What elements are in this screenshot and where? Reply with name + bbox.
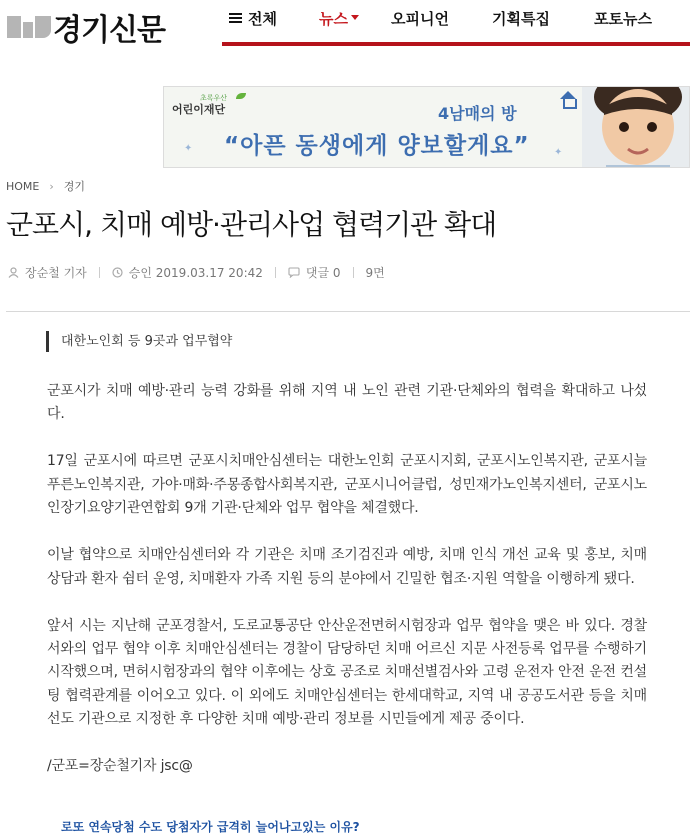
article-page: 9면 [365,266,385,280]
banner-org-small: 초록우산 [200,94,228,102]
nav-underline [222,42,690,46]
logo-mark-icon [5,12,53,42]
house-icon [560,91,576,99]
star-icon: ✦ [554,147,563,158]
meta-separator [99,267,100,278]
article-meta [8,264,385,281]
article-approved-date: 승인 2019.03.17 20:42 [128,266,263,280]
article-title: 군포시, 치매 예방·관리사업 협력기관 확대 [6,208,497,241]
nav-all-label: 전체 [248,10,277,28]
star-icon: ✦ [184,143,193,154]
article-paragraph: 17일 군포시에 따르면 군포시치매안심센터는 대한노인회 군포시지회, 군포시노인복지관, 군포시늘푸른노인복지관, 가야·매화·주몽종합사회복지관, 군포시니어클럽, 성민재가노인복지센터, 군포시노인장기요양기관연합회 9개 기관·단체와 업무 협약을 체결했다. [47,453,647,517]
leaf-icon [236,93,246,99]
site-logo[interactable] [5,8,210,46]
article-paragraph: 앞서 시는 지난해 군포경찰서, 도로교통공단 안산운전면허시험장과 업무 협약을 맺은 바 있다. 경찰서와의 업무 협약 이후 치매안심센터는 경찰이 담당하던 치매 어르신 지문 사전등록 업무를 수행하기 시작했으며, 면허시험장과의 협약 이후에는 상호 공조로 치매선별검사와 고령 운전자 안전 운전 컨설팅 협력관계를 이어오고 있다. 이 외에도 치매안심센터는 한세대학교, 지역 내 공공도서관 등을 치매 선도 기관으로 지정한 후 다양한 치매 예방·관리 정보를 시민들에게 제공 중이다. [47,617,647,728]
banner-ad[interactable] [163,86,690,168]
nav-item-label: 뉴스 [319,10,348,28]
divider [6,311,690,312]
promo-link[interactable]: 로또 연속당첨 수도 당첨자가 급격히 늘어나고있는 이유? [61,820,360,834]
article-paragraph: 이날 협약으로 치매안심센터와 각 기관은 치매 조기검진과 예방, 치매 인식 개선 교육 및 홍보, 치매 상담과 환자 쉼터 운영, 치매환자 가족 지원 등의 분야에서 긴밀한 협조·지원 역할을 이행하게 됐다. [47,547,647,587]
child-photo [582,86,690,168]
nav-item-label: 포토뉴스 [594,10,652,28]
meta-separator [353,267,354,278]
nav-item-special[interactable] [492,8,550,29]
menu-icon [229,11,242,25]
comments-link[interactable] [288,264,341,281]
nav-item-label: 기획특집 [492,10,550,28]
logo-text: 경기신문 [53,13,165,48]
nav-item-photo-news[interactable] [594,8,652,29]
breadcrumb-home-link[interactable]: HOME [6,179,40,193]
breadcrumb [6,178,85,194]
user-icon [8,267,19,278]
nav-item-label: 오피니언 [391,10,449,28]
article-body [47,380,647,779]
caret-down-icon [351,15,359,20]
breadcrumb-section-link[interactable]: 경기 [63,180,86,193]
chevron-right-icon: › [49,179,54,193]
house-icon-body [563,99,577,109]
article-subtitle: 대한노인회 등 9곳과 업무협약 [46,331,232,352]
nav-all-button[interactable] [229,8,277,29]
nav-item-news[interactable] [319,8,359,29]
article-byline: /군포=장순철기자 jsc@ [47,758,193,775]
meta-separator [275,267,276,278]
banner-org-name: 어린이재단 [172,103,226,116]
comment-icon [288,267,300,278]
banner-slogan: “아픈 동생에게 양보할게요” [224,133,530,159]
main-nav [222,0,690,40]
nav-item-opinion[interactable] [391,8,449,29]
comments-count: 댓글 0 [305,266,341,280]
banner-title: 4남매의 방 [438,104,517,123]
clock-icon [112,267,123,278]
article-paragraph: 군포시가 치매 예방·관리 능력 강화를 위해 지역 내 노인 관련 기관·단체와의 협력을 확대하고 나섰다. [47,383,647,423]
article-author: 장순철 기자 [25,266,87,280]
